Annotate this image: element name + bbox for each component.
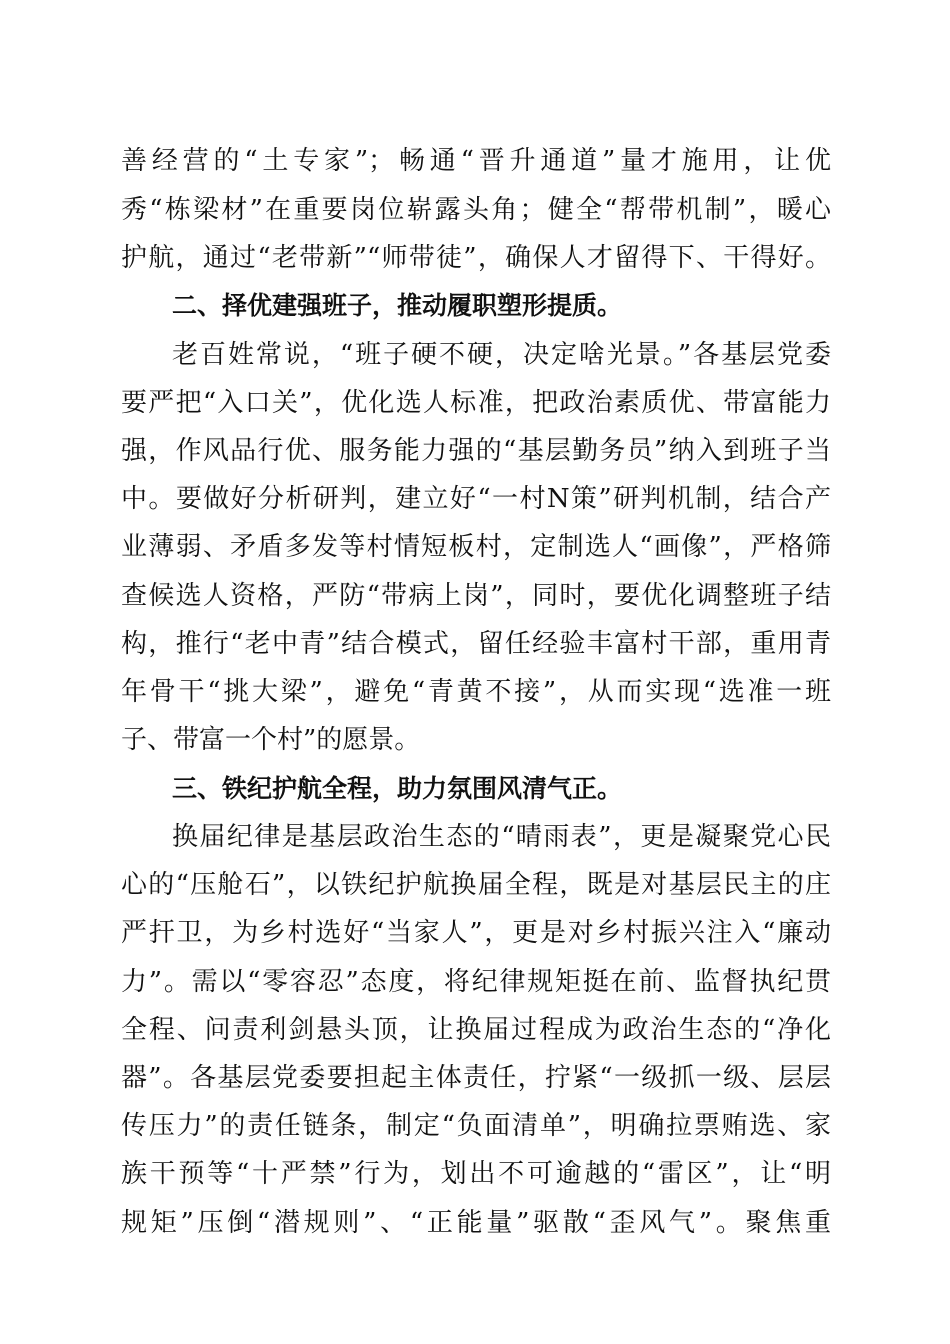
text-line: 护航，通过“老带新”“师带徒”，确保人才留得下、干得好。 [121,243,831,273]
text-line: 力”。需以“零容忍”态度，将纪律规矩挺在前、监督执纪贯 [121,967,831,997]
section-heading-2: 二、择优建强班子，推动履职塑形提质。 [172,291,623,320]
text-line: 构，推行“老中青”结合模式，留任经验丰富村干部，重用青 [121,629,831,659]
text-line: 秀“栋梁材”在重要岗位崭露头角；健全“帮带机制”，暖心 [121,195,831,225]
text-line: 强，作风品行优、服务能力强的“基层勤务员”纳入到班子当 [121,436,831,466]
text-line: 族干预等“十严禁”行为，划出不可逾越的“雷区”，让“明 [121,1159,831,1189]
text-line: 年骨干“挑大梁”，避免“青黄不接”，从而实现“选准一班 [121,677,831,707]
text-line: 中。要做好分析研判，建立好“一村N策”研判机制，结合产 [121,484,831,514]
text-line: 全程、问责利剑悬头顶，让换届过程成为政治生态的“净化 [121,1015,831,1045]
text-line: 心的“压舱石”，以铁纪护航换届全程，既是对基层民主的庄 [121,870,831,900]
text-line: 业薄弱、矛盾多发等村情短板村，定制选人“画像”，严格筛 [121,532,831,562]
text-line: 查候选人资格，严防“带病上岗”，同时，要优化调整班子结 [121,581,831,611]
text-line: 传压力”的责任链条，制定“负面清单”，明确拉票贿选、家 [121,1111,831,1141]
text-line: 要严把“入口关”，优化选人标准，把政治素质优、带富能力 [121,388,831,418]
text-line: 规矩”压倒“潜规则”、“正能量”驱散“歪风气”。聚焦重 [121,1208,831,1238]
text-line: 善经营的“土专家”；畅通“晋升通道”量才施用，让优 [121,146,831,176]
section-heading-3: 三、铁纪护航全程，助力氛围风清气正。 [172,774,623,803]
text-line: 子、带富一个村”的愿景。 [121,725,421,755]
text-line: 严扞卫，为乡村选好“当家人”，更是对乡村振兴注入“廉动 [121,918,831,948]
text-line: 老百姓常说，“班子硬不硬，决定啥光景。”各基层党委 [172,340,831,370]
text-line: 换届纪律是基层政治生态的“晴雨表”，更是凝聚党心民 [172,822,831,852]
text-line: 器”。各基层党委要担起主体责任，拧紧“一级抓一级、层层 [121,1063,831,1093]
